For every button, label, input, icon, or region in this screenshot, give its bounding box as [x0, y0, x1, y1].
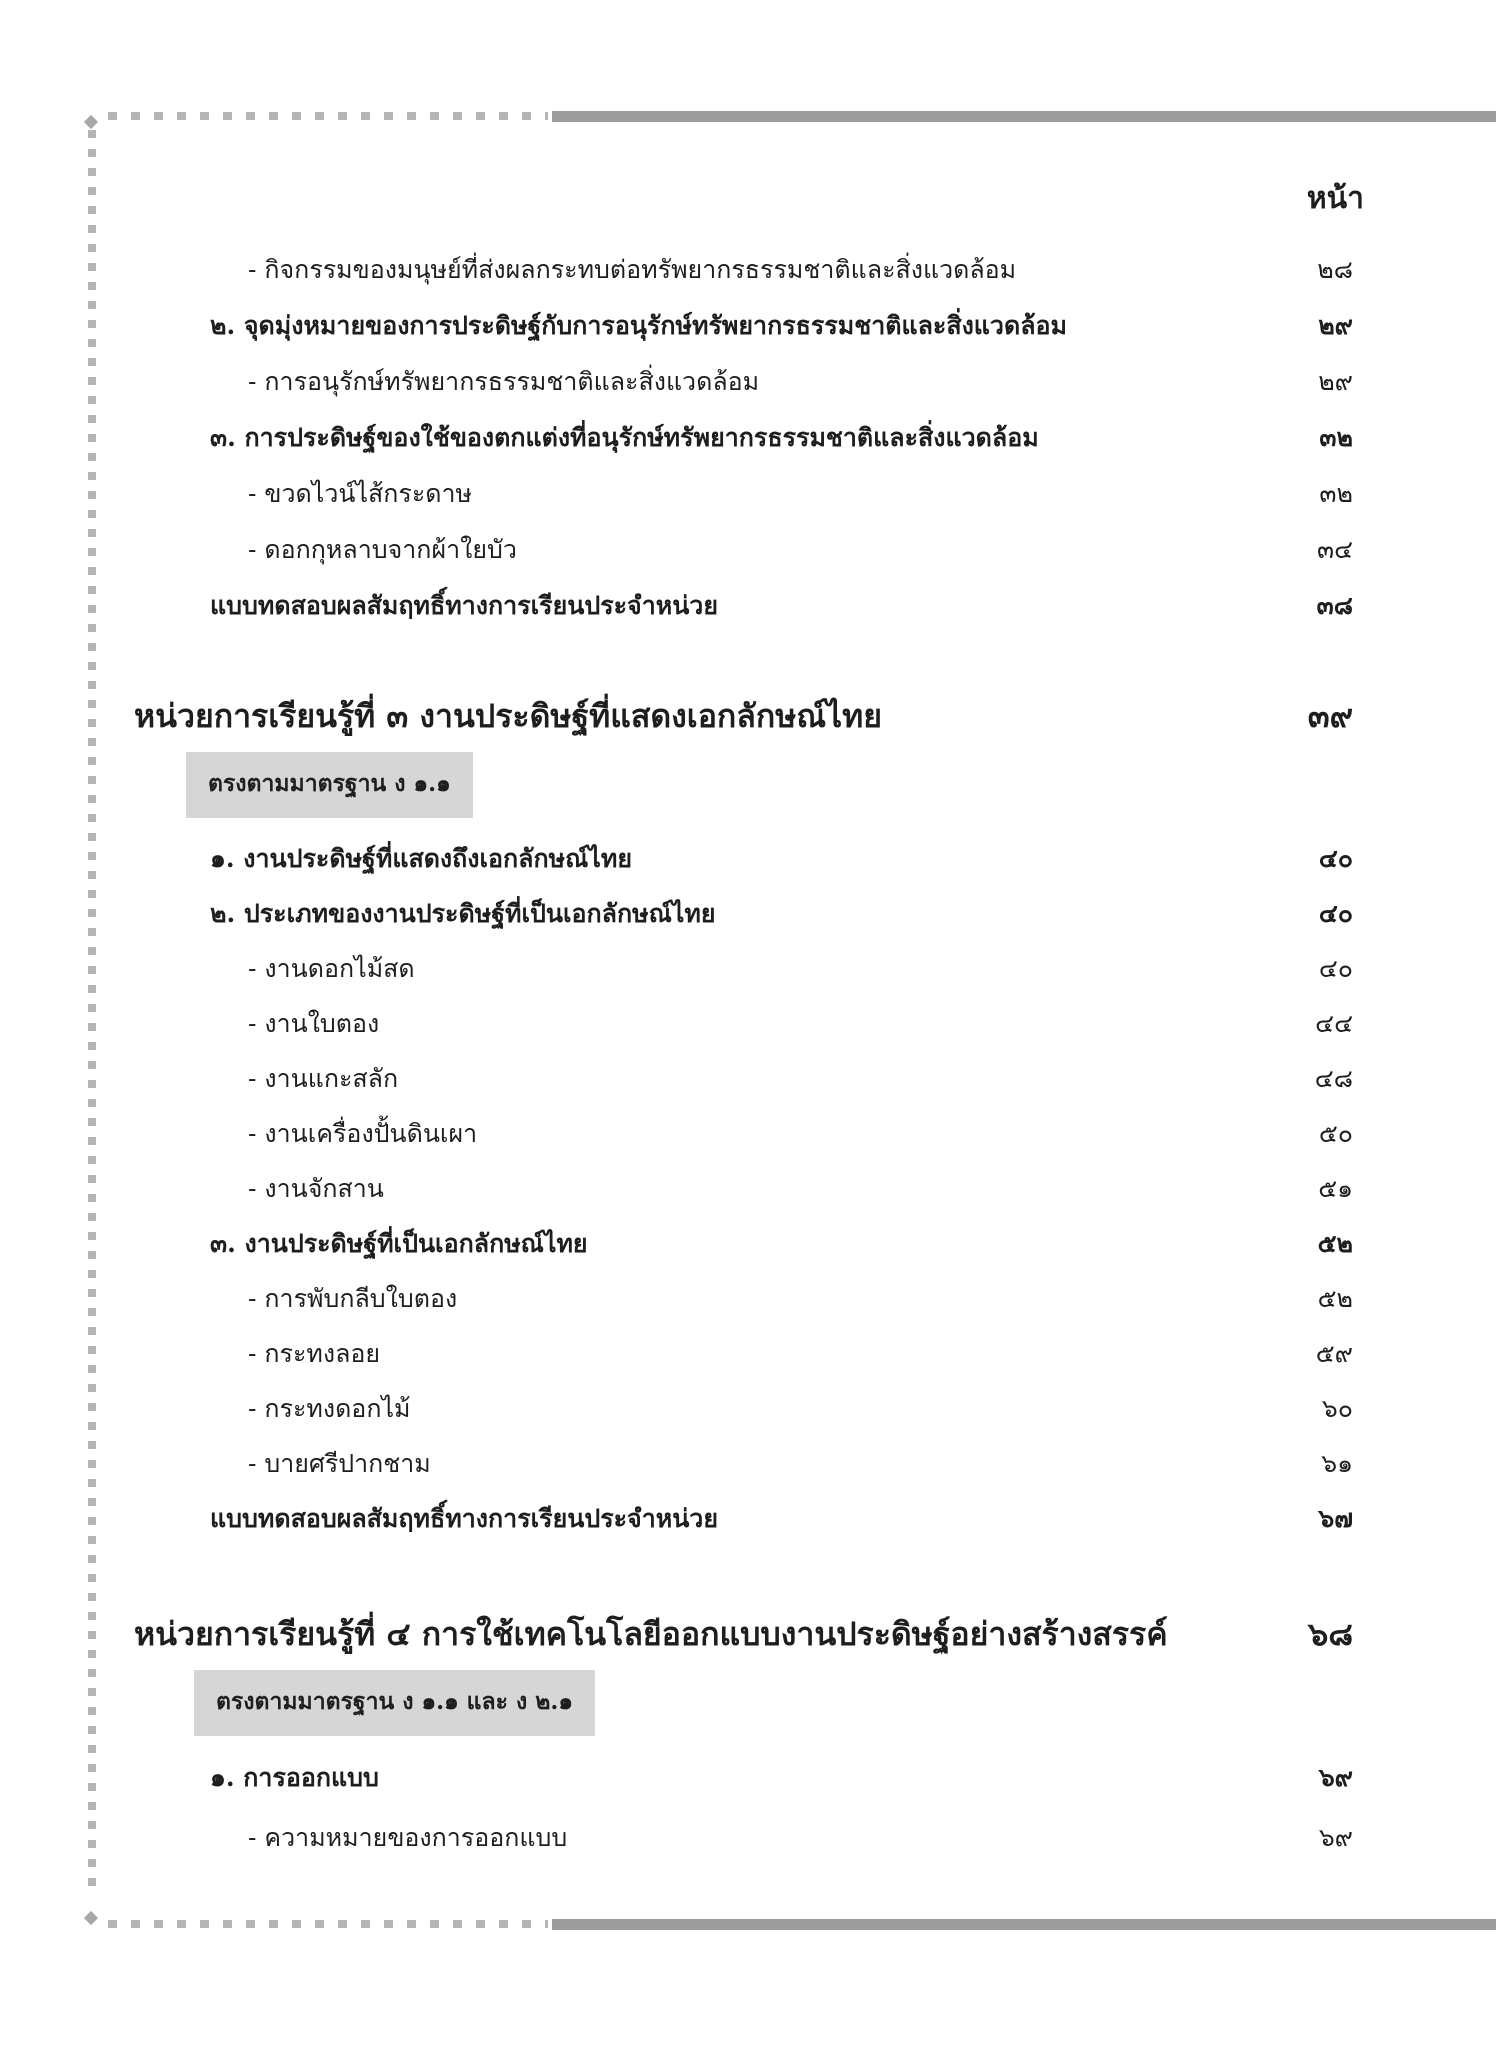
toc-row	[0, 362, 1496, 402]
toc-entry-page: ๓๒	[1319, 423, 1353, 452]
toc-entry-text: - กระทงลอย	[248, 1339, 381, 1368]
toc-entry-text: - การอนุรักษ์ทรัพยากรธรรมชาติและสิ่งแวดล้อม	[248, 367, 760, 396]
frame-dotted-bottom	[108, 1920, 548, 1928]
unit-heading	[0, 692, 1496, 740]
toc-entry-page: ๖๙	[1318, 1823, 1353, 1852]
toc-entry-page: ๕๑	[1318, 1174, 1353, 1203]
standard-box: ตรงตามมาตรฐาน ง ๑.๑ และ ง ๒.๑	[194, 1670, 595, 1736]
toc-entry-page: ๓๘	[1316, 591, 1353, 620]
toc-entry-text: แบบทดสอบผลสัมฤทธิ์ทางการเรียนประจำหน่วย	[210, 1504, 718, 1533]
toc-row	[0, 1004, 1496, 1044]
toc-entry-text: - งานแกะสลัก	[248, 1064, 399, 1093]
standard-box: ตรงตามมาตรฐาน ง ๑.๑	[186, 752, 473, 818]
toc-row	[0, 586, 1496, 626]
toc-entry-text: - ดอกกุหลาบจากผ้าใยบัว	[248, 535, 517, 564]
unit-heading-text: หน่วยการเรียนรู้ที่ ๔ การใช้เทคโนโลยีออกแบบงานประดิษฐ์อย่างสร้างสรรค์	[134, 1615, 1168, 1653]
toc-entry-page: ๖๐	[1321, 1394, 1353, 1423]
unit-heading-page: ๖๘	[1308, 1615, 1353, 1653]
toc-row	[0, 949, 1496, 989]
toc-entry-text: - ขวดไวน์ไส้กระดาษ	[248, 479, 473, 508]
toc-entry-text: ๑. การออกแบบ	[210, 1763, 379, 1792]
toc-row	[0, 1279, 1496, 1319]
toc-row	[0, 894, 1496, 934]
toc-entry-text: ๒. จุดมุ่งหมายของการประดิษฐ์กับการอนุรักษ์ทรัพยากรธรรมชาติและสิ่งแวดล้อม	[210, 311, 1068, 340]
toc-row	[0, 250, 1496, 290]
toc-entry-text: - งานดอกไม้สด	[248, 954, 415, 983]
toc-entry-text: - การพับกลีบใบตอง	[248, 1284, 458, 1313]
toc-entry-text: แบบทดสอบผลสัมฤทธิ์ทางการเรียนประจำหน่วย	[210, 591, 718, 620]
unit-heading-page: ๓๙	[1307, 697, 1353, 735]
frame-dotted-top	[108, 112, 548, 120]
toc-entry-page: ๕๙	[1315, 1339, 1353, 1368]
toc-entry-text: ๓. งานประดิษฐ์ที่เป็นเอกลักษณ์ไทย	[210, 1229, 588, 1258]
toc-entry-text: ๒. ประเภทของงานประดิษฐ์ที่เป็นเอกลักษณ์ไทย	[210, 899, 716, 928]
diamond-ornament-bottom	[84, 1911, 98, 1925]
toc-entry-page: ๖๗	[1318, 1504, 1353, 1533]
toc-row	[0, 839, 1496, 879]
frame-bar-top	[552, 111, 1496, 122]
toc-row	[0, 474, 1496, 514]
unit-heading	[0, 1610, 1496, 1658]
toc-entry-page: ๔๐	[1318, 899, 1353, 928]
toc-entry-text: ๓. การประดิษฐ์ของใช้ของตกแต่งที่อนุรักษ์ทรัพยากรธรรมชาติและสิ่งแวดล้อม	[210, 423, 1039, 452]
toc-row	[0, 1059, 1496, 1099]
toc-entry-page: ๕๐	[1318, 1119, 1353, 1148]
toc-row	[0, 306, 1496, 346]
toc-entry-text: - งานใบตอง	[248, 1009, 380, 1038]
toc-entry-page: ๒๘	[1317, 255, 1353, 284]
toc-entry-page: ๖๑	[1321, 1449, 1353, 1478]
toc-row	[0, 1499, 1496, 1539]
toc-entry-text: - งานเครื่องปั้นดินเผา	[248, 1119, 478, 1148]
toc-entry-text: - กิจกรรมของมนุษย์ที่ส่งผลกระทบต่อทรัพยากรธรรมชาติและสิ่งแวดล้อม	[248, 255, 1017, 284]
toc-entry-page: ๕๒	[1317, 1284, 1353, 1313]
toc-entry-page: ๓๒	[1319, 479, 1353, 508]
toc-entry-page: ๒๙	[1318, 311, 1353, 340]
page-column-header: หน้า	[1306, 181, 1364, 216]
toc-row	[0, 1389, 1496, 1429]
toc-row	[0, 1758, 1496, 1798]
toc-entry-text: - บายศรีปากชาม	[248, 1449, 431, 1478]
toc-entry-page: ๓๔	[1316, 535, 1353, 564]
toc-entry-text: ๑. งานประดิษฐ์ที่แสดงถึงเอกลักษณ์ไทย	[210, 844, 633, 873]
toc-entry-page: ๔๔	[1315, 1009, 1353, 1038]
toc-row	[0, 1169, 1496, 1209]
toc-entry-text: - ความหมายของการออกแบบ	[248, 1823, 568, 1852]
toc-row	[0, 1224, 1496, 1264]
toc-entry-page: ๔๐	[1318, 844, 1353, 873]
toc-row	[0, 1334, 1496, 1374]
toc-row	[0, 1818, 1496, 1858]
toc-entry-page: ๒๙	[1318, 367, 1353, 396]
toc-entry-page: ๔๐	[1318, 954, 1353, 983]
toc-entry-page: ๔๘	[1314, 1064, 1353, 1093]
toc-entry-text: - กระทงดอกไม้	[248, 1394, 411, 1423]
toc-row	[0, 418, 1496, 458]
toc-entry-text: - งานจักสาน	[248, 1174, 384, 1203]
frame-bar-bottom	[552, 1919, 1496, 1930]
toc-row	[0, 1444, 1496, 1484]
toc-row	[0, 1114, 1496, 1154]
toc-entry-page: ๖๙	[1318, 1763, 1353, 1792]
toc-entry-page: ๕๒	[1317, 1229, 1353, 1258]
diamond-ornament-top	[84, 115, 98, 129]
toc-row	[0, 530, 1496, 570]
unit-heading-text: หน่วยการเรียนรู้ที่ ๓ งานประดิษฐ์ที่แสดงเอกลักษณ์ไทย	[134, 697, 882, 735]
